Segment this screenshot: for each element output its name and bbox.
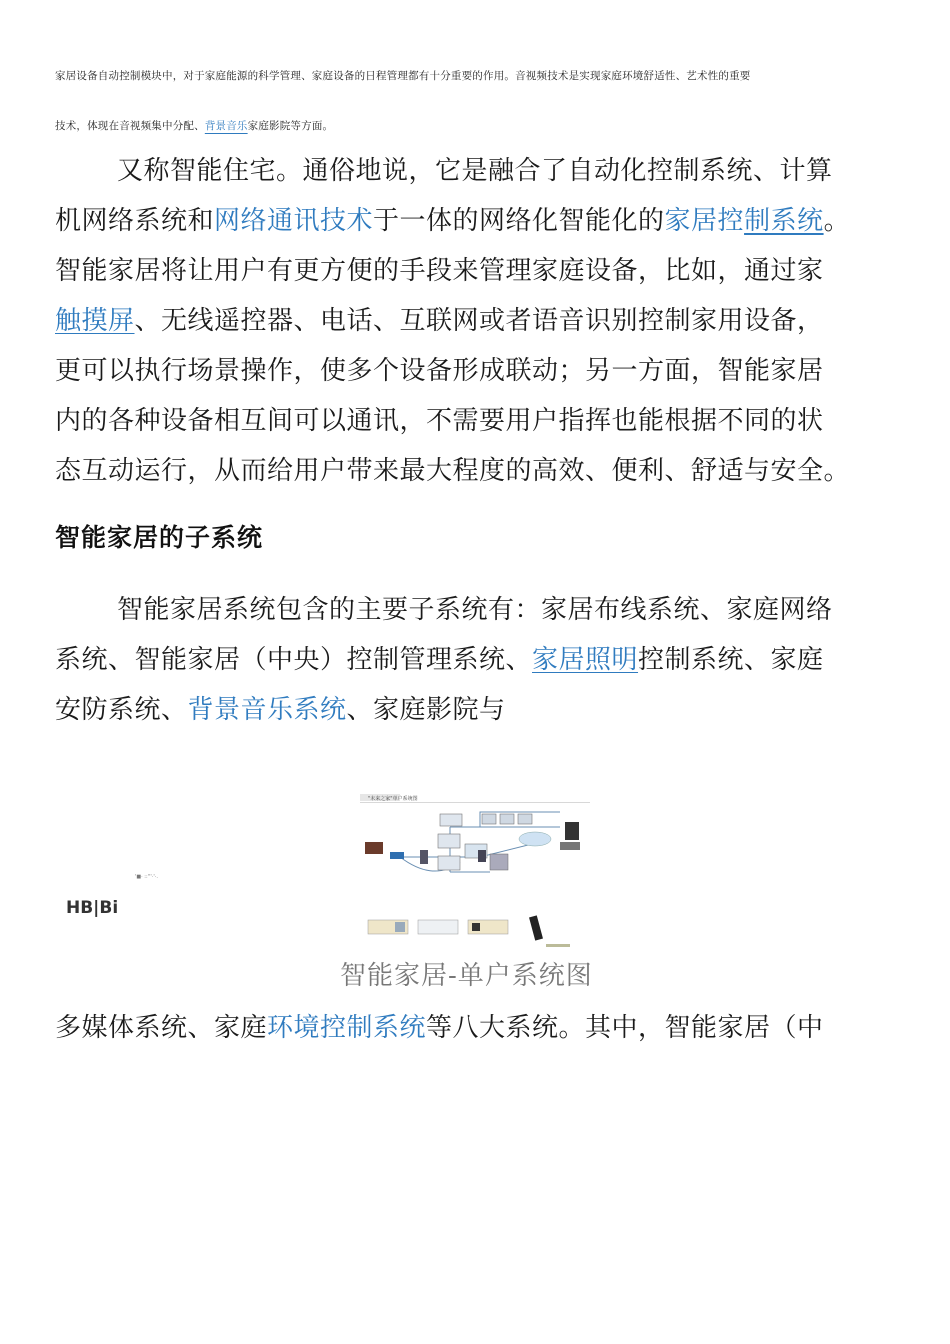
text-run: 机网络系统和 xyxy=(55,206,215,236)
text-run: 、家庭影院与 xyxy=(346,695,506,725)
link-part: 家居控 xyxy=(664,206,745,236)
paragraph-line: 又称智能住宅。通俗地说，它是融合了自动化控制系统、计算 xyxy=(117,156,833,186)
text-run: 控制系统、家庭 xyxy=(638,645,824,675)
paragraph-line xyxy=(55,635,905,685)
diagram-graphic xyxy=(360,792,590,952)
text-run: 于一体的网络化智能化的 xyxy=(373,206,665,236)
background-music-system-link[interactable]: 背景音乐系统 xyxy=(187,695,347,725)
smart-home-definition-paragraph xyxy=(55,146,905,496)
intro-text-line-1: 家居设备自动控制模块中，对于家庭能源的科学管理、家庭设备的日程管理都有十分重要的作用。音视频技术是实现家庭环境舒适性、艺术性的重要 xyxy=(55,70,751,82)
paragraph-line: 内的各种设备相互间可以通讯，不需要用户指挥也能根据不同的状 xyxy=(55,406,824,436)
paragraph-line xyxy=(55,685,905,735)
paragraph-line: 态互动运行，从而给用户带来最大程度的高效、便利、舒适与安全。 xyxy=(55,456,851,486)
intro-text-line-2 xyxy=(55,119,333,133)
environment-control-link[interactable]: 环境控制系统 xyxy=(267,1013,427,1043)
intro-text-part: 家庭影院等方面。 xyxy=(247,120,334,132)
touch-screen-link[interactable]: 触摸屏 xyxy=(55,306,135,336)
paragraph-line xyxy=(55,196,905,246)
intro-text-part: 技术，体现在音视频集中分配、 xyxy=(55,120,205,132)
diagram-title: "未来之家"单户系统图 xyxy=(368,796,418,802)
eight-systems-paragraph xyxy=(55,1003,905,1053)
text-run: 、无线遥控器、电话、互联网或者语音识别控制家用设备， xyxy=(134,306,824,336)
section-heading: 智能家居的子系统 xyxy=(55,523,264,552)
text-run: 。 xyxy=(823,206,851,236)
paragraph-line xyxy=(55,1003,905,1053)
paragraph-line: 智能家居将让用户有更方便的手段来管理家庭设备，比如，通过家 xyxy=(55,256,824,286)
text-run: 系统、智能家居（中央）控制管理系统、 xyxy=(55,645,533,675)
background-music-link[interactable]: 背景音乐 xyxy=(204,120,248,132)
diagram-marks: '■· ::'''·'·. xyxy=(135,874,158,880)
subsystems-paragraph xyxy=(55,585,905,735)
home-lighting-link[interactable]: 家居照明 xyxy=(532,645,639,675)
text-run: 等八大系统。其中，智能家居（中 xyxy=(426,1013,824,1043)
paragraph-line: 更可以执行场景操作，使多个设备形成联动；另一方面，智能家居 xyxy=(55,356,824,386)
link-part: 制系统 xyxy=(744,206,824,236)
text-run: 安防系统、 xyxy=(55,695,188,725)
paragraph-line xyxy=(55,296,905,346)
network-communication-link[interactable]: 网络通讯技术 xyxy=(214,206,374,236)
paragraph-line: 智能家居系统包含的主要子系统有：家居布线系统、家庭网络 xyxy=(117,595,833,625)
text-run: 多媒体系统、家庭 xyxy=(55,1013,268,1043)
single-household-system-diagram xyxy=(360,792,590,952)
figure-caption: 智能家居-单户系统图 xyxy=(340,961,593,991)
home-control-system-link[interactable] xyxy=(665,206,824,236)
hbbi-logo-text: HB|Bi xyxy=(66,898,119,918)
